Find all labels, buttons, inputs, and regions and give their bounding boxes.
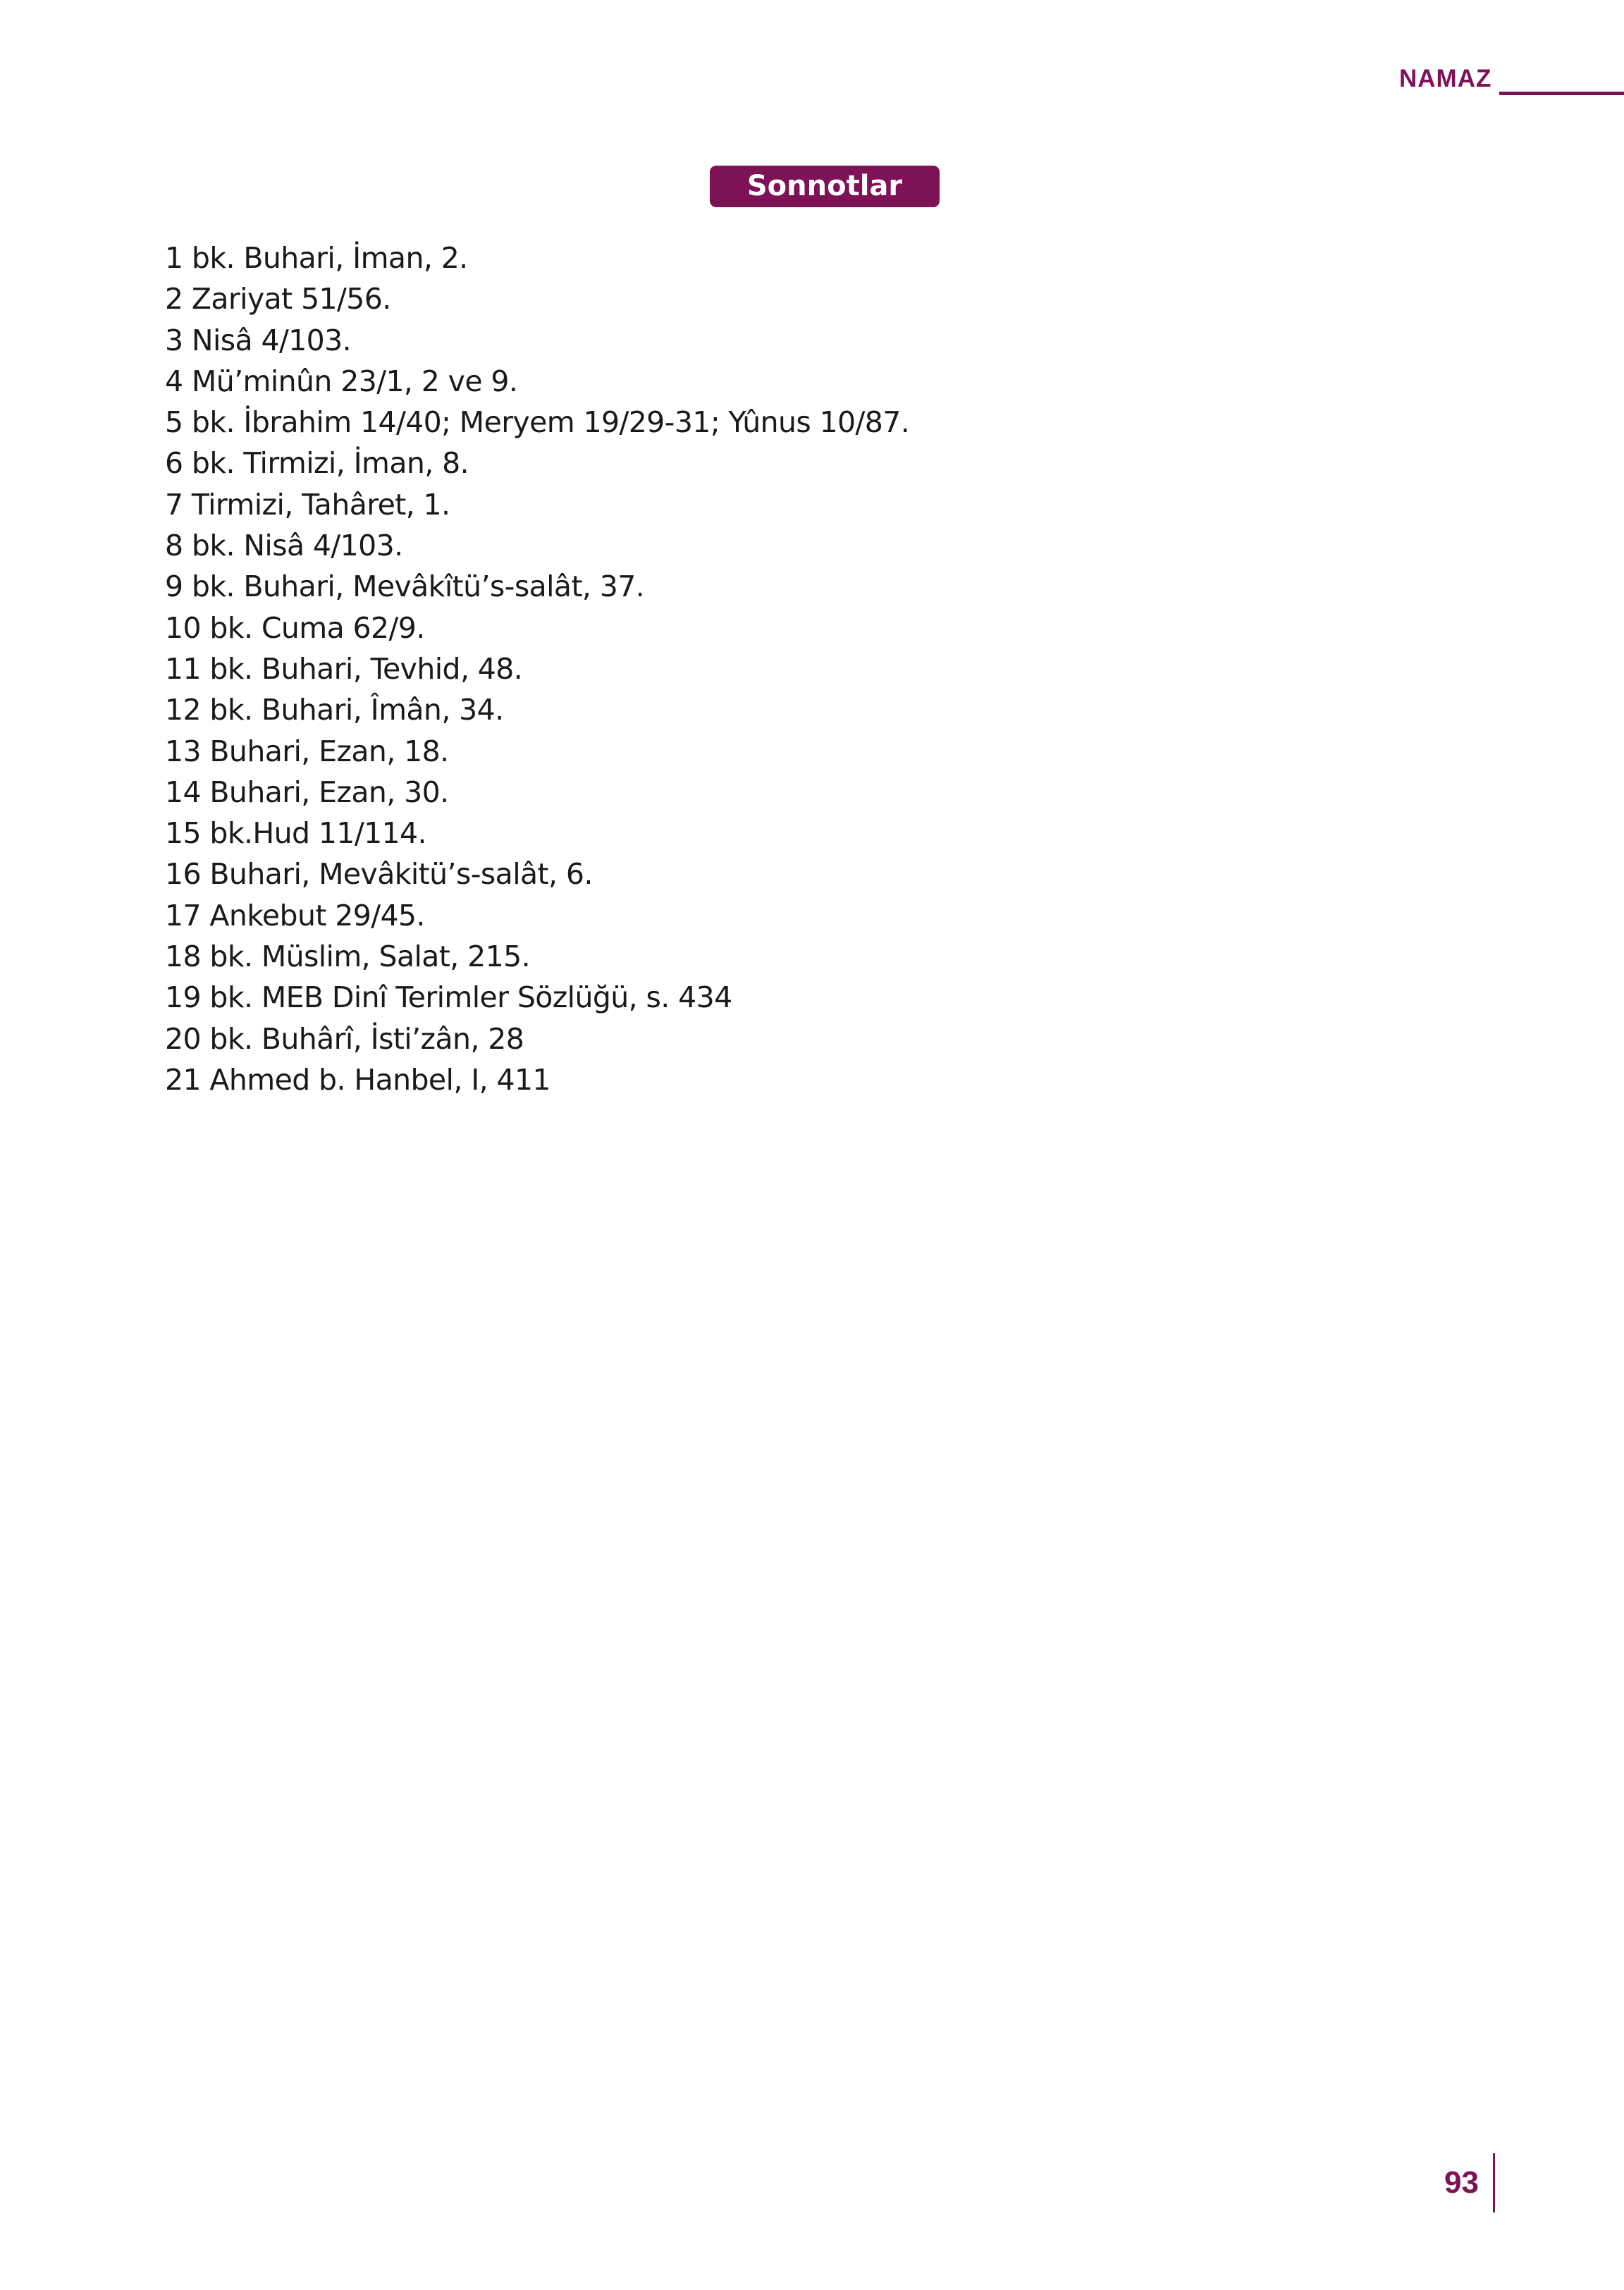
footnote-13: 13 Buhari, Ezan, 18. [165,734,449,768]
footnote-20: 20 bk. Buhârî, İsti’zân, 28 [165,1021,524,1056]
footnote-19: 19 bk. MEB Dinî Terimler Sözlüğü, s. 434 [165,980,732,1015]
footnote-8: 8 bk. Nisâ 4/103. [165,529,403,563]
section-title-badge: Sonnotlar [710,166,940,207]
footnote-21: 21 Ahmed b. Hanbel, I, 411 [165,1062,551,1097]
footnote-18: 18 bk. Müslim, Salat, 215. [165,940,531,974]
footnote-3: 3 Nisâ 4/103. [165,323,352,357]
footnote-9: 9 bk. Buhari, Mevâkîtü’s-salât, 37. [165,570,645,604]
running-head-rule [1499,92,1624,95]
footnote-7: 7 Tirmizi, Tahâret, 1. [165,487,450,522]
footnote-17: 17 Ankebut 29/45. [165,898,425,932]
page-number: 93 [1444,2165,1479,2200]
footnote-14: 14 Buhari, Ezan, 30. [165,775,449,809]
footnote-4: 4 Mü’minûn 23/1, 2 ve 9. [165,364,518,398]
footnote-2: 2 Zariyat 51/56. [165,282,391,316]
footnote-list [165,238,1222,1100]
page-number-rule [1493,2153,1495,2212]
footnote-12: 12 bk. Buhari, Îmân, 34. [165,693,504,727]
footnote-1: 1 bk. Buhari, İman, 2. [165,241,468,275]
running-head-title: NAMAZ [1399,65,1492,92]
footnote-11: 11 bk. Buhari, Tevhid, 48. [165,651,523,686]
footnote-16: 16 Buhari, Mevâkitü’s-salât, 6. [165,857,593,892]
footnote-10: 10 bk. Cuma 62/9. [165,610,425,645]
footnote-5: 5 bk. İbrahim 14/40; Meryem 19/29-31; Yûnus 10/87. [165,405,910,440]
footnote-6: 6 bk. Tirmizi, İman, 8. [165,446,469,481]
footnote-15: 15 bk.Hud 11/114. [165,816,426,851]
